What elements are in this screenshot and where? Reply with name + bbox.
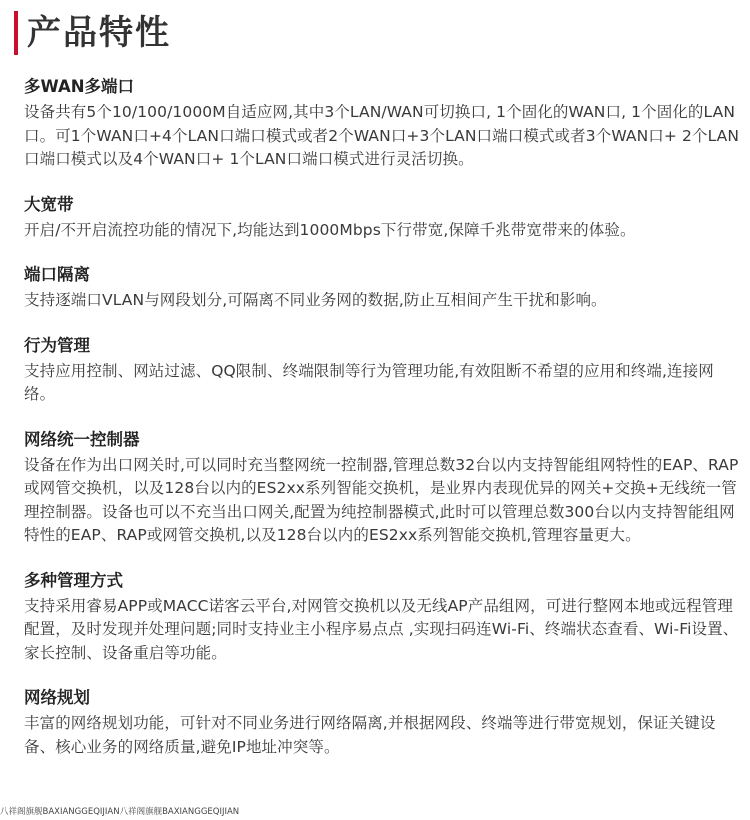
feature-list	[24, 74, 740, 779]
feature-description: 支持采用睿易APP或MACC诺客云平台,对网管交换机以及无线AP产品组网，可进行整网本地或远程管理配置，及时发现并处理问题;同时支持业主小程序易点点 ,实现扫码连Wi-Fi、终端状态查看、Wi-Fi设置、家长控制、设备重启等功能。	[24, 596, 739, 662]
feature-multi-wan	[24, 74, 740, 172]
feature-description: 丰富的网络规划功能，可针对不同业务进行网络隔离,并根据网段、终端等进行带宽规划，保证关键设备、核心业务的网络质量,避免IP地址冲突等。	[24, 714, 716, 756]
feature-title: 大宽带	[24, 194, 74, 214]
feature-title: 端口隔离	[24, 265, 90, 284]
feature-title: 多WAN多端口	[24, 77, 135, 96]
title-accent-bar	[14, 11, 18, 55]
feature-description: 设备在作为出口网关时,可以同时充当整网统一控制器,管理总数32台以内支持智能组网特性的EAP、RAP或网管交换机，以及128台以内的ES2xx系列智能交换机，是业界内表现优异的网关+交换+无线统一管理控制器。设备也可以不充当出口网关,配置为纯控制器模式,此时可以管理总数300台以内支持智能组网特性的EAP、RAP或网管交换机,以及128台以内的ES2xx系列智能交换机,管理容量更大。	[24, 455, 739, 544]
page-header	[14, 11, 171, 55]
feature-behavior-management	[24, 333, 740, 407]
feature-title: 网络统一控制器	[24, 429, 140, 449]
feature-description: 支持应用控制、网站过滤、QQ限制、终端限制等行为管理功能,有效阻断不希望的应用和终端,连接网络。	[24, 361, 714, 403]
feature-title: 多种管理方式	[24, 570, 123, 590]
feature-description: 支持逐端口VLAN与网段划分,可隔离不同业务网的数据,防止互相间产生干扰和影响。	[24, 291, 607, 309]
feature-management-modes	[24, 568, 740, 666]
feature-network-planning	[24, 685, 740, 759]
feature-port-isolation	[24, 262, 740, 313]
feature-bandwidth	[24, 192, 740, 243]
store-watermark: 八祥阁旗舰BAXIANGGEQIJIAN八祥阁旗舰BAXIANGGEQIJIAN	[0, 807, 240, 817]
feature-title: 网络规划	[24, 688, 90, 707]
feature-title: 行为管理	[24, 335, 90, 355]
feature-unified-controller	[24, 427, 740, 548]
feature-description: 开启/不开启流控功能的情况下,均能达到1000Mbps下行带宽,保障千兆带宽带来的体验。	[24, 220, 636, 239]
page-title: 产品特性	[27, 13, 171, 53]
feature-description: 设备共有5个10/100/1000M自适应网,其中3个LAN/WAN可切换口, 1个固化的WAN口, 1个固化的LAN口。可1个WAN口+4个LAN口端口模式或者2个WAN口+3个LAN口端口模式或者3个WAN口+ 2个LAN口端口模式以及4个WAN口+ 1个LAN口端口模式进行灵活切换。	[24, 103, 740, 168]
